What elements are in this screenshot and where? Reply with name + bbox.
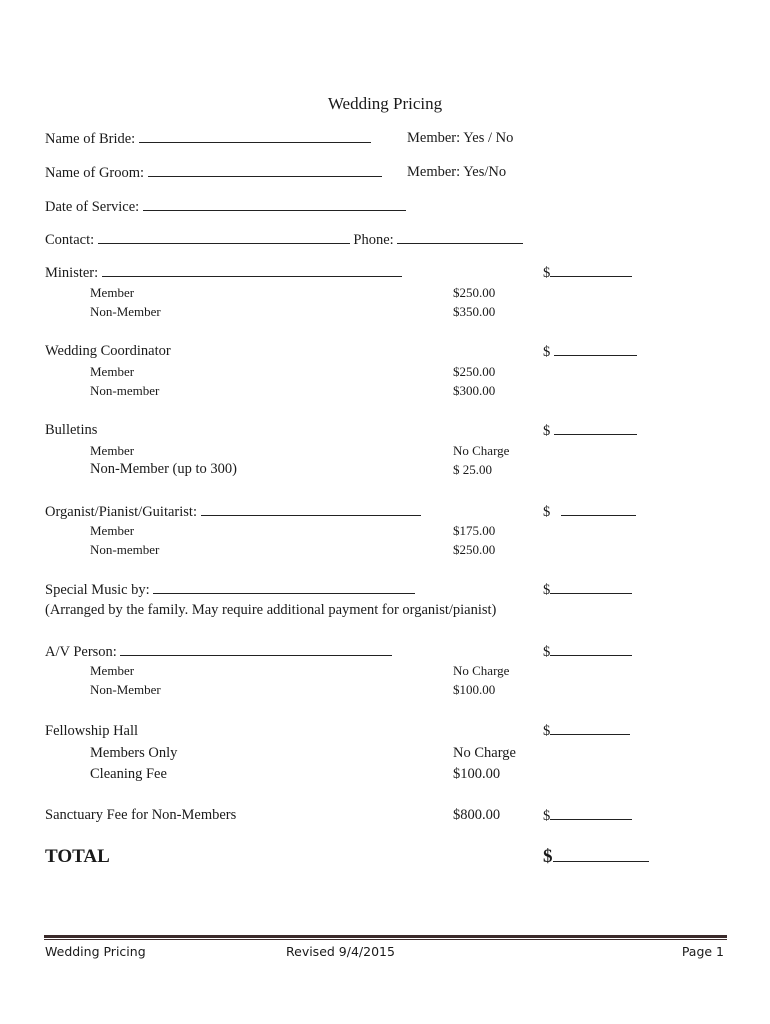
sanctuary-label: Sanctuary Fee for Non-Members (45, 807, 237, 823)
dollar-sign: $ (543, 423, 551, 439)
av-field[interactable] (120, 643, 392, 656)
total-amount-field[interactable] (553, 846, 649, 862)
av-amount (543, 643, 632, 661)
bulletins-nonmember-label: Non-Member (up to 300) (90, 461, 237, 477)
special-music-field[interactable] (153, 581, 415, 594)
organist-member-price: $175.00 (453, 523, 496, 538)
coordinator-amount-field[interactable] (554, 343, 637, 356)
contact-row (45, 231, 523, 249)
bulletins-amount (543, 422, 637, 440)
footer-center: Revised 9/4/2015 (286, 944, 395, 959)
minister-field[interactable] (102, 264, 402, 277)
fellowship-cleaning-price: $100.00 (453, 766, 501, 782)
fellowship-members-only-price: No Charge (453, 745, 516, 761)
organist-field[interactable] (201, 503, 421, 516)
date-field[interactable] (143, 198, 406, 211)
dollar-sign: $ (543, 846, 553, 867)
fellowship-amount-field[interactable] (550, 722, 630, 735)
coordinator-nonmember-price: $300.00 (453, 383, 496, 398)
av-amount-field[interactable] (550, 643, 632, 656)
dollar-sign: $ (543, 265, 551, 281)
minister-label: Minister: (45, 265, 99, 281)
bride-member-status[interactable]: Member: Yes / No (407, 130, 514, 146)
coordinator-nonmember-label: Non-member (90, 383, 160, 398)
fellowship-cleaning-label: Cleaning Fee (90, 766, 167, 782)
contact-field[interactable] (98, 231, 350, 244)
sanctuary-amount-field[interactable] (550, 807, 632, 820)
sanctuary-amount (543, 807, 632, 825)
groom-name-field[interactable] (148, 164, 382, 177)
total-label: TOTAL (45, 846, 110, 867)
coordinator-label: Wedding Coordinator (45, 343, 171, 359)
minister-member-price: $250.00 (453, 285, 496, 300)
organist-label: Organist/Pianist/Guitarist: (45, 504, 197, 520)
dollar-sign: $ (543, 644, 551, 660)
minister-member-label: Member (90, 285, 135, 300)
phone-label: Phone: (353, 232, 394, 248)
coordinator-member-label: Member (90, 364, 135, 379)
groom-name-row (45, 164, 382, 182)
av-nonmember-label: Non-Member (90, 682, 161, 697)
av-nonmember-price: $100.00 (453, 682, 496, 697)
footer-left: Wedding Pricing (45, 944, 146, 959)
phone-field[interactable] (397, 231, 523, 244)
minister-row (45, 264, 402, 282)
av-label: A/V Person: (45, 644, 117, 660)
date-label: Date of Service: (45, 199, 140, 215)
special-music-row (45, 581, 415, 599)
dollar-sign: $ (543, 504, 551, 520)
organist-nonmember-label: Non-member (90, 542, 160, 557)
groom-member-status[interactable]: Member: Yes/No (407, 164, 507, 180)
dollar-sign: $ (543, 344, 551, 360)
bulletins-member-label: Member (90, 443, 135, 458)
fellowship-amount (543, 722, 630, 740)
special-music-label: Special Music by: (45, 582, 150, 598)
special-music-amount-field[interactable] (550, 581, 632, 594)
coordinator-member-price: $250.00 (453, 364, 496, 379)
page-title: Wedding Pricing (327, 94, 443, 113)
groom-name-label: Name of Groom: (45, 165, 145, 181)
footer-rule-thin (44, 939, 727, 940)
coordinator-amount (543, 343, 637, 361)
contact-label: Contact: (45, 232, 95, 248)
fellowship-members-only-label: Members Only (90, 745, 178, 761)
footer-page-number: Page 1 (681, 944, 724, 959)
footer-rule-thick (44, 935, 727, 938)
organist-row (45, 503, 421, 521)
av-row (45, 643, 392, 661)
bulletins-nonmember-price: $ 25.00 (453, 462, 492, 477)
bride-name-field[interactable] (139, 130, 371, 143)
dollar-sign: $ (543, 723, 551, 739)
bulletins-amount-field[interactable] (554, 422, 637, 435)
fellowship-label: Fellowship Hall (45, 723, 139, 739)
minister-nonmember-label: Non-Member (90, 304, 161, 319)
bride-name-row (45, 130, 371, 148)
minister-amount (543, 264, 632, 282)
bulletins-label: Bulletins (45, 422, 98, 438)
total-amount (543, 846, 649, 868)
bulletins-member-price: No Charge (453, 443, 510, 458)
organist-member-label: Member (90, 523, 135, 538)
minister-nonmember-price: $350.00 (453, 304, 496, 319)
dollar-sign: $ (543, 582, 551, 598)
organist-amount-field[interactable] (561, 503, 636, 516)
organist-amount (543, 503, 636, 521)
sanctuary-price: $800.00 (453, 807, 501, 823)
date-row (45, 198, 406, 216)
dollar-sign: $ (543, 808, 551, 824)
av-member-label: Member (90, 663, 135, 678)
special-music-amount (543, 581, 632, 599)
special-music-note: (Arranged by the family. May require additional payment for organist/pianist) (45, 602, 497, 618)
organist-nonmember-price: $250.00 (453, 542, 496, 557)
av-member-price: No Charge (453, 663, 510, 678)
bride-name-label: Name of Bride: (45, 131, 136, 147)
minister-amount-field[interactable] (550, 264, 632, 277)
